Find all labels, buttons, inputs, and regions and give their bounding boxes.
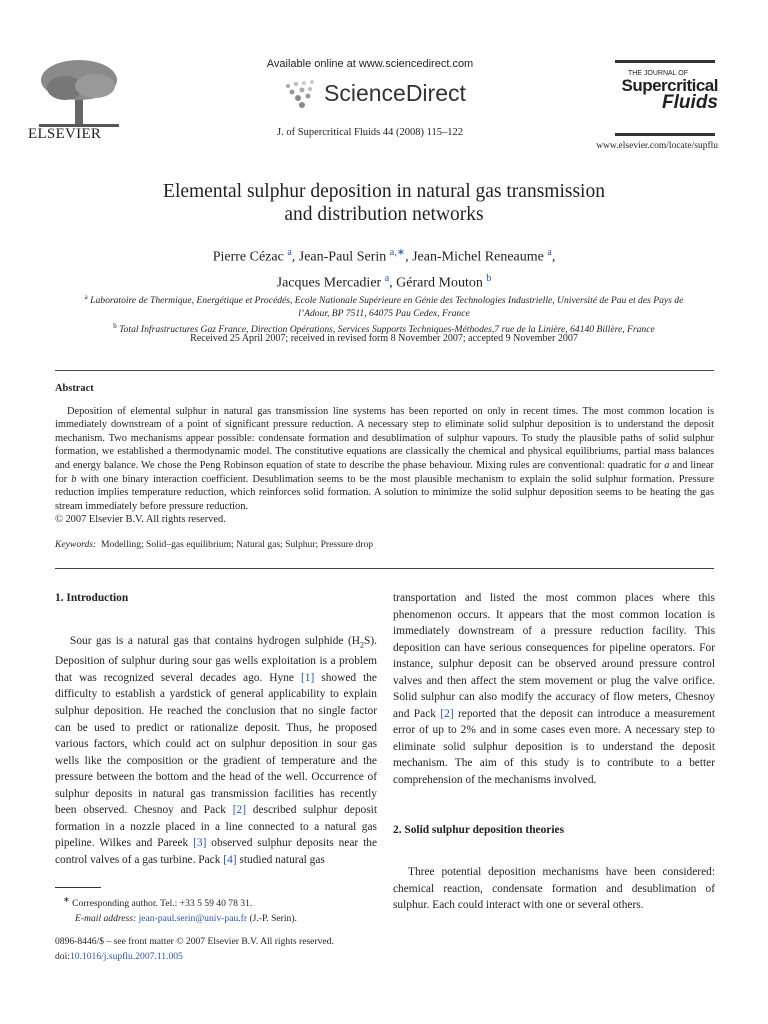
text: described sulphur deposit formation in a nozzle placed in a line connected to a natural gas pipeline. Wilkes and Pareek (55, 804, 377, 850)
affiliation-b-line: Total Infrastructures Gaz France, Direction Opérations, Services Supports Techniques-Méthodes,7 rue de la Linière, 64140 Billère, France (119, 324, 655, 336)
author-affiliation-mark[interactable]: a,∗ (389, 247, 406, 258)
abstract-var: b (71, 473, 77, 485)
abstract-copyright: © 2007 Elsevier B.V. All rights reserved. (55, 514, 226, 526)
author-affiliation-mark[interactable]: a (287, 247, 292, 258)
author: Jacques Mercadier (276, 275, 382, 291)
header-rule-top (615, 60, 715, 63)
abstract-text-part: with one binary interaction coefficient. Desublimation seems to be the most plausible mechanism to explain the solid sulphur formation. Pressure reduction implies temperature reduction, which reinforces solid formation. A solution to minimize the solid sulphur deposition seems to be heating the gas stream immediately before pressure reduction. (55, 473, 714, 512)
abstract-rule-bottom (55, 568, 714, 569)
email-suffix: (J.-P. Serin). (247, 912, 297, 924)
title-line-2: and distribution networks (284, 204, 484, 225)
section-heading: 1. Introduction (55, 592, 129, 604)
author-affiliation-mark[interactable]: a (547, 247, 552, 258)
available-online: Available online at www.sciencedirect.com (266, 58, 474, 70)
left-column (55, 590, 377, 868)
text: reported that the deposit can introduce a measurement error of up to 2% and in some cases even more. A necessary step to eliminate solid sulphur deposition is to understand the deposit mechanism. The aim of this study is to contribute to a better comprehension of the mechanisms involved. (393, 707, 715, 787)
footnote (55, 893, 385, 926)
journal-logo-line3: Fluids (662, 92, 718, 113)
sciencedirect-wordmark: ScienceDirect (324, 80, 466, 106)
author: Jean-Michel Reneaume (412, 249, 544, 265)
doi-label: doi: (55, 950, 70, 962)
abstract-rule (55, 370, 714, 371)
text: observed sulphur deposits near the control valves of a gas turbine. Pack (55, 837, 377, 866)
doi-line (55, 950, 455, 965)
sciencedirect-logo (282, 78, 472, 110)
subscript: 2 (360, 639, 365, 649)
text: studied natural gas (236, 853, 325, 866)
publisher-name: ELSEVIER (28, 126, 102, 142)
corresponding-author (55, 893, 385, 912)
author: Gérard Mouton (396, 275, 483, 291)
paper-title (0, 180, 768, 226)
author-list (0, 242, 768, 293)
elsevier-tree-icon (35, 58, 123, 130)
author: Pierre Cézac (212, 249, 284, 265)
abstract-heading: Abstract (55, 383, 94, 394)
journal-logo-line1: THE JOURNAL OF (627, 70, 688, 77)
author-line-2: Jacques Mercadier $^a$, Gérard Mouton $^b$ (276, 272, 492, 291)
footnote-rule (55, 887, 101, 888)
email-line (55, 912, 385, 927)
keywords (55, 538, 714, 552)
journal-logo (612, 70, 718, 112)
reference-link[interactable]: [4] (223, 853, 237, 866)
abstract (55, 382, 714, 552)
sciencedirect-dots-icon (282, 78, 322, 108)
affiliation-mark: a (84, 293, 88, 301)
text: transportation and listed the most common places where this phenomenon occurs. It appears that the most common location is immediately downstream of a pressure reduction facility. This deposition can have serious consequences for pipeline operators. For instance, sulphur deposit can be observed around pressure control valves and then affect the stem movement or plug the valve orifice. Solid sulphur can also modify the accuracy of flow meters, Chesnoy and Pack (393, 592, 715, 720)
author-affiliation-mark[interactable]: b (486, 272, 492, 284)
reference-link[interactable]: [2] (232, 804, 246, 817)
email-link[interactable]: jean-paul.serin@univ-pau.fr (138, 912, 248, 924)
text: showed the difficulty to establish a yardstick of general applicability to explain sulphur deposition. He reached the conclusion that no single factor can be used to predict or rationalize deposit. Thus, he proposed various factors, which could act on sulphur deposition in sour gas wells like the composition or the gradient of temperature and the pressure between the bottom and the head of the well. Occurrence of sulphur deposits in natural gas transmission facilities has recently been observed. Chesnoy and Pack (55, 671, 377, 817)
journal-logo-line2: Supercritical (621, 76, 718, 95)
right-column (393, 590, 715, 914)
abstract-text-part: Deposition of elemental sulphur in natural gas transmission line systems has been reported on only in recent times. The most common location is immediately downstream of a point of significant pressure reduction. A necessary step to eliminate solid sulphur deposition is to understand the deposit mechanism. Two mechanisms appear possible: condensate formation and desublimation of sulphur vapours. To study the plausible paths of solid sulphur formation, we established a thermodynamic model. The constitutive equations are classically the chemical and physical equilibriums, partial mass balances and energy balance. We chose the Peng Robinson equation of state to describe the phase behaviour. Mixing rules are conventional: quadratic for (55, 405, 714, 471)
abstract-var: a (664, 459, 670, 471)
corresponding-text: Corresponding author. Tel.: +33 5 59 40 78 31. (72, 898, 253, 910)
issn-line: 0896-8446/$ – see front matter © 2007 Elsevier B.V. All rights reserved. (55, 936, 334, 947)
affiliation-a-line2: l’Adour, BP 7511, 64075 Pau Cedex, France (298, 308, 470, 320)
text: Sour gas is a natural gas that contains hydrogen sulphide (H (70, 634, 361, 647)
reference-link[interactable]: [3] (193, 837, 207, 850)
journal-citation: J. of Supercritical Fluids 44 (2008) 115–122 (277, 127, 463, 138)
paragraph: Three potential deposition mechanisms have been considered: chemical reaction, condensate formation and desublimation of sulphur. Each could interact with one or several others. (393, 866, 715, 912)
doi-link[interactable]: 10.1016/j.supflu.2007.11.005 (69, 950, 183, 962)
email-label: E-mail address: (75, 912, 137, 924)
page-footer (55, 935, 455, 964)
paragraph (55, 633, 377, 869)
reference-link[interactable]: [1] (300, 671, 315, 684)
affiliation-mark: b (113, 322, 117, 331)
text: S). Deposition of sulphur during sour gas wells exploitation is a problem that was recognized several decades ago. Hyne (55, 634, 377, 684)
reference-link[interactable]: [2] (440, 707, 454, 720)
author: Jean-Paul Serin (298, 249, 387, 265)
keywords-text: Modelling; Solid–gas equilibrium; Natural gas; Sulphur; Pressure drop (101, 538, 374, 550)
author-affiliation-mark[interactable]: a (384, 272, 390, 284)
affiliations (40, 291, 728, 336)
journal-url: www.elsevier.com/locate/supflu (596, 141, 718, 151)
footnote-mark: ∗ (63, 895, 70, 904)
received-dates: Received 25 April 2007; received in revised form 8 November 2007; accepted 9 November 2007 (190, 333, 578, 344)
header-rule-bottom (615, 133, 715, 136)
affiliation-a-line1: Laboratoire de Thermique, Energétique et Procédés, Ecole Nationale Supérieure en Génie des Technologies Industrielle, Université de Pau et des Pays de (90, 295, 684, 307)
abstract-text-part: and linear for (55, 459, 714, 485)
author-line-1: Pierre Cézac $^a$, Jean-Paul Serin $^{a,∗}$, Jean-Michel Reneaume $^a$, (212, 247, 556, 265)
paragraph (393, 590, 715, 789)
elsevier-logo (35, 58, 123, 130)
title-line-1: Elemental sulphur deposition in natural gas transmission (163, 181, 605, 202)
affiliation-a (40, 291, 728, 307)
keywords-label: Keywords: (55, 538, 97, 550)
section-heading: 2. Solid sulphur deposition theories (393, 823, 565, 836)
abstract-text (55, 405, 714, 514)
